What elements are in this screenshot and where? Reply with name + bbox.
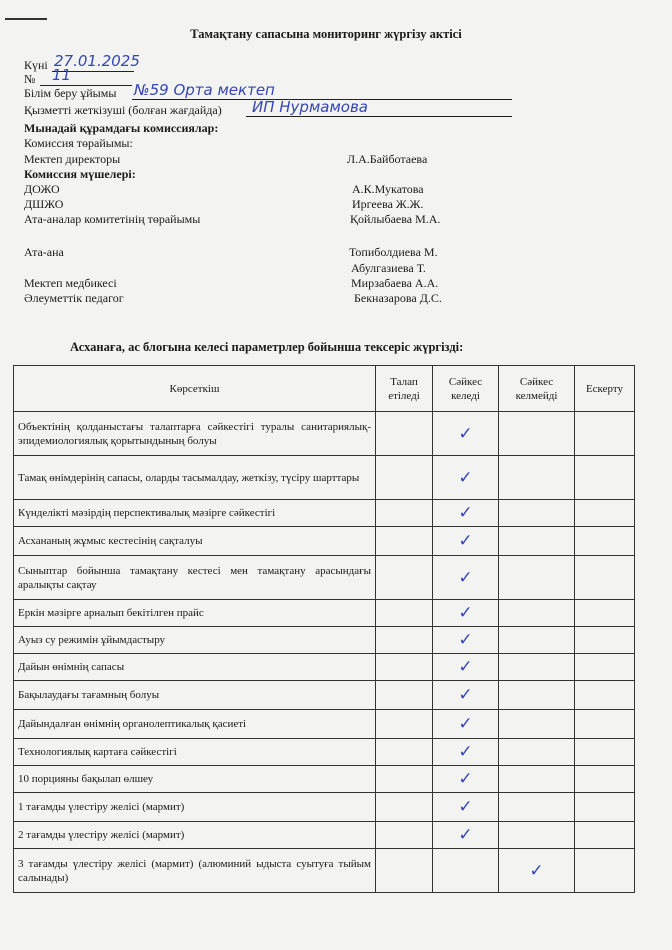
table-row [14,654,635,681]
org-label: Білім беру ұйымы [24,86,117,100]
check-mark-icon: ✓ [458,603,473,623]
mark-cell [575,793,635,822]
mark-cell [575,500,635,527]
check-mark-icon: ✓ [458,630,473,650]
criterion-cell: Сыныптар бойынша тамақтану кестесі мен тамақтану арасындағы аралықты сақтау [14,556,376,600]
mark-cell [575,556,635,600]
member-role: ДШЖО [24,197,64,211]
mark-cell [575,766,635,793]
table-row [14,766,635,793]
criterion-cell: Бақылаудағы тағамның болуы [14,681,376,710]
chair-name: Л.А.Байботаева [347,152,428,166]
inspection-intro: Асханаға, ас блогына келесі параметрлер бойынша тексеріс жүргізді: [70,340,464,354]
mark-cell [499,627,575,654]
org-value: №59 Орта мектеп [134,81,275,99]
mark-cell [499,739,575,766]
check-mark-icon: ✓ [458,567,473,588]
member-name: Иргеева Ж.Ж. [352,197,424,211]
mark-cell [376,710,433,739]
mark-cell [499,654,575,681]
mark-cell [433,793,499,822]
provider-underline [246,116,512,117]
table-row [14,600,635,627]
mark-cell [499,793,575,822]
mark-cell [433,456,499,500]
mark-cell [575,849,635,893]
table-row [14,412,635,456]
criterion-cell: Объектінің қолданыстағы талаптарға сәйкестігі туралы санитариялық-эпидемиологиялық қорытындының болуы [14,412,376,456]
mark-cell [575,681,635,710]
table-header-row [14,366,635,412]
mark-cell [575,527,635,556]
mark-cell [376,793,433,822]
member-role: Ата-аналар комитетінің төрайымы [24,212,201,226]
member-name: А.К.Мукатова [352,182,424,196]
criterion-cell: 1 тағамды үлестіру желісі (мармит) [14,793,376,822]
mark-cell [575,654,635,681]
mark-cell [433,600,499,627]
mark-cell [499,766,575,793]
criterion-cell: Күнделікті мәзірдің перспективалық мәзірге сәйкестігі [14,500,376,527]
mark-cell [575,739,635,766]
table-row [14,710,635,739]
mark-cell [376,412,433,456]
member-role: Ата-ана [24,245,64,259]
criterion-cell: 3 тағамды үлестіру желісі (мармит) (алюминий ыдыста суытуға тыйым салынады) [14,849,376,893]
check-mark-icon: ✓ [458,685,473,705]
mark-cell [433,739,499,766]
check-mark-icon: ✓ [458,825,473,845]
number-value: 11 [52,66,72,84]
table-row [14,500,635,527]
mark-cell [433,654,499,681]
member-role: Мектеп медбикесі [24,276,117,290]
check-mark-icon: ✓ [458,714,473,734]
criterion-cell: Ауыз су режимін ұйымдастыру [14,627,376,654]
mark-cell [376,766,433,793]
mark-cell [433,766,499,793]
member-role: Әлеуметтік педагог [24,291,124,305]
check-mark-icon: ✓ [458,503,473,523]
number-label: № [24,72,36,86]
mark-cell [376,600,433,627]
mark-cell [376,822,433,849]
mark-cell [575,822,635,849]
table-row [14,849,635,893]
criterion-cell: Асхананың жұмыс кестесінің сақталуы [14,527,376,556]
inspection-table [13,365,635,893]
commission-heading: Мынадай құрамдағы комиссиялар: [24,121,219,135]
header-note: Ескерту [575,366,635,412]
mark-cell [499,681,575,710]
mark-cell [433,527,499,556]
header-compliant: Сәйкес келеді [433,366,499,412]
member-name: Қойлыбаева М.А. [350,212,441,226]
mark-cell [433,412,499,456]
mark-cell [499,710,575,739]
mark-cell [376,456,433,500]
check-mark-icon: ✓ [458,531,473,551]
criterion-cell: 10 порцияны бақылап өлшеу [14,766,376,793]
mark-cell [376,500,433,527]
check-mark-icon: ✓ [458,742,473,762]
table-row [14,739,635,766]
check-mark-icon: ✓ [458,797,473,817]
table-row [14,527,635,556]
mark-cell [499,822,575,849]
check-mark-icon: ✓ [529,860,544,881]
mark-cell [433,710,499,739]
table-body [14,412,635,893]
mark-cell [499,456,575,500]
mark-cell [575,600,635,627]
criterion-cell: Еркін мәзірге арналып бекітілген прайс [14,600,376,627]
mark-cell [499,500,575,527]
criterion-cell: Дайын өнімнің сапасы [14,654,376,681]
check-mark-icon: ✓ [458,769,473,789]
table-row [14,556,635,600]
document-title: Тамақтану сапасына мониторинг жүргізу актісі [190,27,462,41]
member-name: Абулгазиева Т. [351,261,426,275]
mark-cell [575,710,635,739]
table-row [14,627,635,654]
chair-role: Мектеп директоры [24,152,121,166]
mark-cell [376,527,433,556]
mark-cell [376,739,433,766]
member-name: Топиболдиева М. [349,245,438,259]
date-value: 27.01.2025 [54,52,140,70]
mark-cell [433,681,499,710]
provider-label: Қызметті жеткізуші (болған жағдайда) [24,103,222,117]
mark-cell [376,627,433,654]
header-indicator: Көрсеткіш [14,366,376,412]
mark-cell [433,849,499,893]
mark-cell [499,412,575,456]
mark-cell [376,654,433,681]
table-row [14,793,635,822]
chair-label: Комиссия төрайымы: [24,136,133,150]
mark-cell [433,627,499,654]
mark-cell [575,412,635,456]
header-noncompliant: Сәйкес келмейді [499,366,575,412]
mark-cell [433,500,499,527]
mark-cell [433,556,499,600]
check-mark-icon: ✓ [458,423,473,444]
check-mark-icon: ✓ [458,467,473,488]
table-row [14,456,635,500]
mark-cell [499,556,575,600]
provider-value: ИП Нурмамова [252,98,368,116]
mark-cell [499,527,575,556]
mark-cell [575,456,635,500]
header-required: Талап етіледі [376,366,433,412]
table-row [14,681,635,710]
corner-line [5,18,47,20]
mark-cell [575,627,635,654]
mark-cell [499,600,575,627]
mark-cell [376,556,433,600]
criterion-cell: 2 тағамды үлестіру желісі (мармит) [14,822,376,849]
member-role: ДОЖО [24,182,60,196]
mark-cell [376,681,433,710]
mark-cell [499,849,575,893]
members-heading: Комиссия мүшелері: [24,167,136,181]
table-row [14,822,635,849]
criterion-cell: Тамақ өнімдерінің сапасы, оларды тасымалдау, жеткізу, түсіру шарттары [14,456,376,500]
date-label: Күні [24,58,48,72]
mark-cell [433,822,499,849]
criterion-cell: Технологиялық картаға сәйкестігі [14,739,376,766]
check-mark-icon: ✓ [458,657,473,677]
member-name: Мирзабаева А.А. [351,276,439,290]
criterion-cell: Дайындалған өнімнің органолептикалық қасиеті [14,710,376,739]
mark-cell [376,849,433,893]
member-name: Бекназарова Д.С. [354,291,442,305]
